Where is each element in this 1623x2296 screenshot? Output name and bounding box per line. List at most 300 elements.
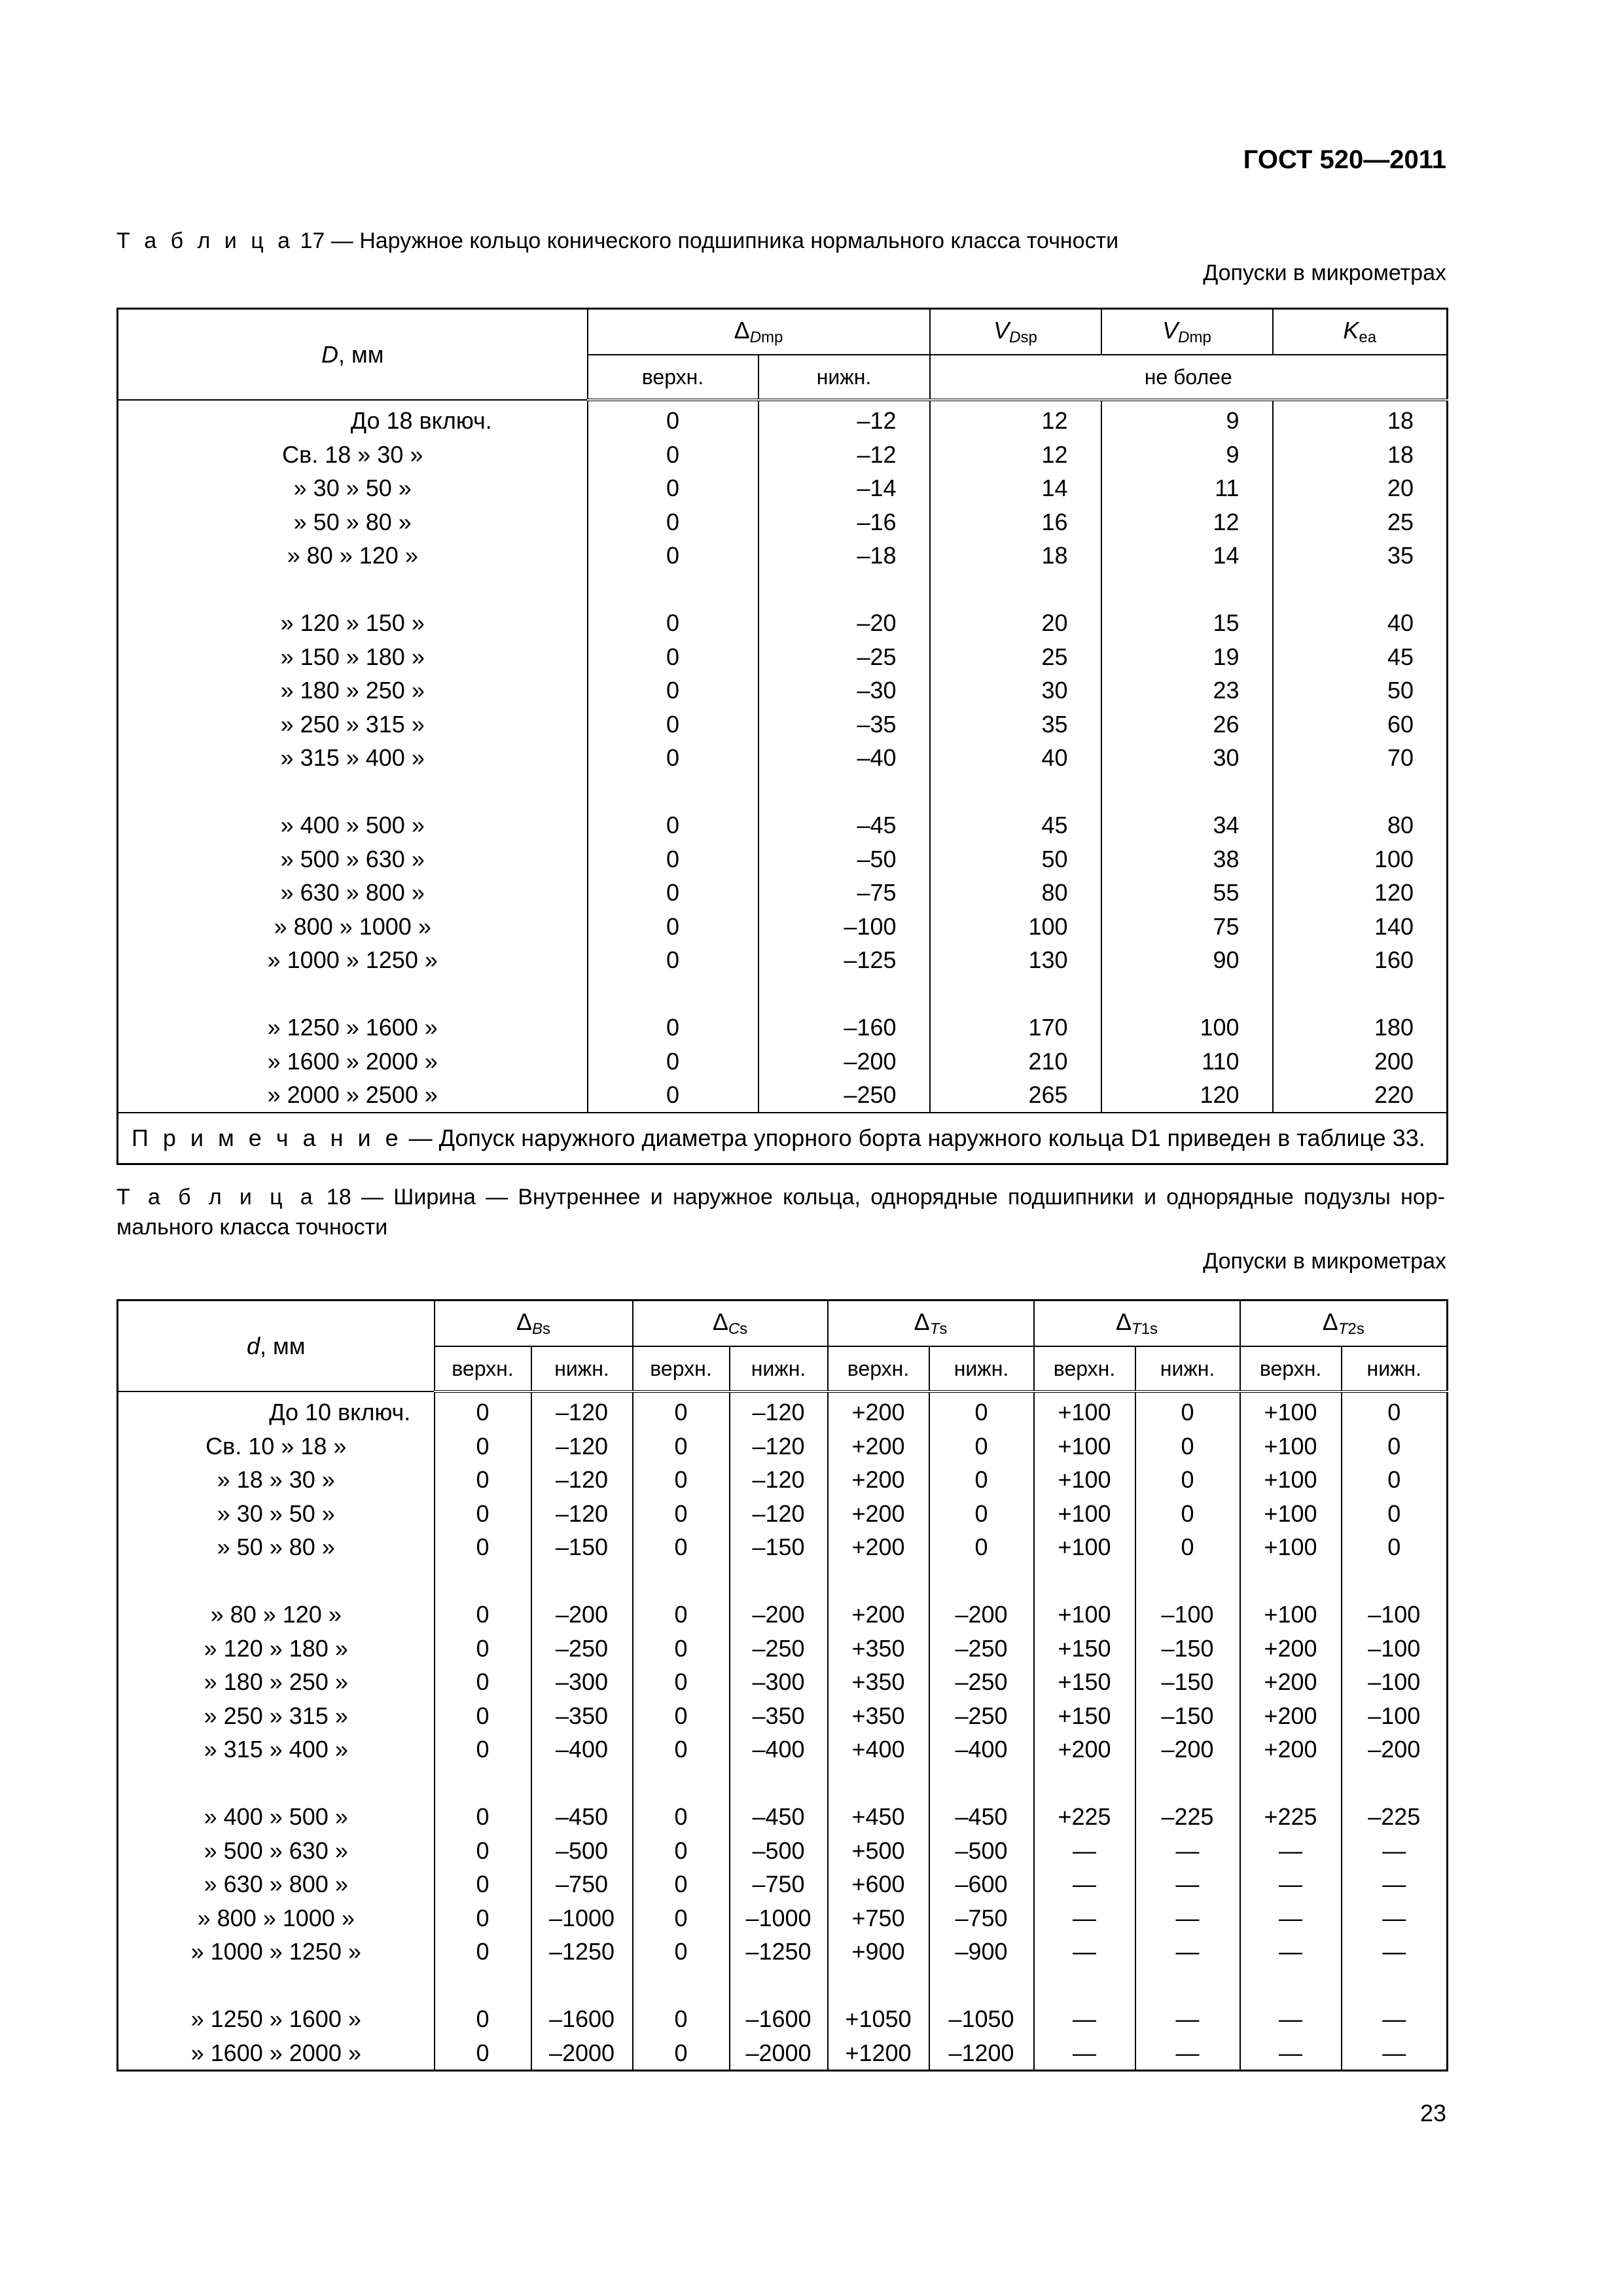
cs-upper-cell: 0 <box>633 1632 730 1666</box>
t2s-upper-cell: +100 <box>1240 1463 1342 1497</box>
lower-cell: –160 <box>758 1011 930 1045</box>
upper-cell: 0 <box>588 471 758 505</box>
t1s-upper-cell: — <box>1034 1867 1135 1901</box>
table-cell <box>828 1969 929 2003</box>
table-cell <box>1135 1767 1240 1801</box>
range-cell: » 120 » 180 » <box>118 1632 435 1666</box>
vdsp-cell: 25 <box>930 640 1101 674</box>
table17-caption-text: 17 — Наружное кольцо конического подшипника нормального класса точности <box>294 228 1119 253</box>
upper-cell: 0 <box>588 640 758 674</box>
table-cell <box>1034 1767 1135 1801</box>
vdsp-cell: 30 <box>930 673 1101 708</box>
t2s-lower-cell: –100 <box>1342 1699 1448 1733</box>
vdsp-cell: 16 <box>930 505 1101 539</box>
t18-header-lower: нижн. <box>730 1346 828 1391</box>
bs-upper-cell: 0 <box>435 1632 531 1666</box>
range-cell: » 1000 » 1250 » <box>118 943 588 977</box>
ts-lower-cell: 0 <box>929 1463 1034 1497</box>
cs-lower-cell: –1600 <box>730 2002 828 2036</box>
t2s-upper-cell: +200 <box>1240 1632 1342 1666</box>
range-cell: » 500 » 630 » <box>118 1834 435 1868</box>
upper-cell: 0 <box>588 539 758 573</box>
lower-cell: –12 <box>758 400 930 438</box>
vdsp-cell: 20 <box>930 606 1101 640</box>
t1s-lower-cell: 0 <box>1135 1530 1240 1564</box>
range-cell: » 1600 » 2000 » <box>118 2036 435 2071</box>
bs-upper-cell: 0 <box>435 1598 531 1632</box>
t2s-upper-cell: — <box>1240 1867 1342 1901</box>
t18-header-upper: верхн. <box>1240 1346 1342 1391</box>
table17-caption-prefix: Т а б л и ц а <box>116 228 294 253</box>
ts-upper-cell: +900 <box>828 1935 929 1969</box>
t18-header-upper: верхн. <box>435 1346 531 1391</box>
upper-cell: 0 <box>588 1045 758 1079</box>
table-cell <box>1240 1969 1342 2003</box>
upper-cell: 0 <box>588 505 758 539</box>
cs-upper-cell: 0 <box>633 1800 730 1834</box>
ts-lower-cell: –900 <box>929 1935 1034 1969</box>
cs-lower-cell: –450 <box>730 1800 828 1834</box>
cs-upper-cell: 0 <box>633 1463 730 1497</box>
table-row <box>118 1429 1448 1463</box>
cs-lower-cell: –120 <box>730 1463 828 1497</box>
t18-header-bs: $\Delta_{Bs}$ <box>435 1300 633 1347</box>
bs-lower-cell: –1000 <box>531 1901 633 1935</box>
range-cell: » 1250 » 1600 » <box>118 1011 588 1045</box>
table-cell <box>758 775 930 809</box>
lower-cell: –35 <box>758 708 930 742</box>
range-cell: » 630 » 800 » <box>118 1867 435 1901</box>
kea-cell: 80 <box>1273 808 1448 842</box>
kea-cell: 45 <box>1273 640 1448 674</box>
cs-lower-cell: –400 <box>730 1732 828 1767</box>
cs-upper-cell: 0 <box>633 1901 730 1935</box>
bs-upper-cell: 0 <box>435 1834 531 1868</box>
ts-lower-cell: 0 <box>929 1429 1034 1463</box>
range-cell: » 315 » 400 » <box>118 1732 435 1767</box>
range-cell: » 50 » 80 » <box>118 1530 435 1564</box>
t1s-upper-cell: +200 <box>1034 1732 1135 1767</box>
t1s-upper-cell: +100 <box>1034 1429 1135 1463</box>
range-cell: Св. 10 » 18 » <box>118 1429 435 1463</box>
cs-upper-cell: 0 <box>633 1834 730 1868</box>
t17-header-upper: верхн. <box>588 355 758 400</box>
t17-header-lower: нижн. <box>758 355 930 400</box>
range-cell: » 1600 » 2000 » <box>118 1045 588 1079</box>
range-cell: » 630 » 800 » <box>118 876 588 910</box>
table-row <box>118 1463 1448 1497</box>
table-row <box>118 943 1448 977</box>
t18-header-t2s: $\Delta_{T2s}$ <box>1240 1300 1448 1347</box>
bs-upper-cell: 0 <box>435 1391 531 1429</box>
kea-cell: 70 <box>1273 741 1448 775</box>
bs-lower-cell: –450 <box>531 1800 633 1834</box>
kea-cell: 180 <box>1273 1011 1448 1045</box>
t17-header-vdsp: $V_{Dsp}$ <box>930 309 1101 355</box>
bs-upper-cell: 0 <box>435 1429 531 1463</box>
t17-header-delta-dmp: $\Delta_{Dmp}$ <box>588 309 930 355</box>
cs-lower-cell: –250 <box>730 1632 828 1666</box>
t1s-upper-cell: +100 <box>1034 1497 1135 1531</box>
table-cell <box>1342 1564 1448 1598</box>
range-cell: До 10 включ. <box>118 1391 435 1429</box>
table-spacer-row <box>118 1969 1448 2003</box>
t18-header-cs: $\Delta_{Cs}$ <box>633 1300 828 1347</box>
table-row <box>118 1078 1448 1113</box>
t18-header-lower: нижн. <box>531 1346 633 1391</box>
table-cell <box>730 1969 828 2003</box>
t1s-lower-cell: — <box>1135 2002 1240 2036</box>
range-cell: » 1250 » 1600 » <box>118 2002 435 2036</box>
vdmp-cell: 11 <box>1101 471 1273 505</box>
range-cell: » 800 » 1000 » <box>118 910 588 944</box>
table-spacer-row <box>118 1767 1448 1801</box>
t18-header-upper: верхн. <box>633 1346 730 1391</box>
ts-upper-cell: +200 <box>828 1598 929 1632</box>
table-row <box>118 1901 1448 1935</box>
lower-cell: –12 <box>758 438 930 472</box>
table-cell <box>1273 977 1448 1011</box>
range-cell: Св. 18 » 30 » <box>118 438 588 472</box>
t1s-upper-cell: +150 <box>1034 1699 1135 1733</box>
range-cell: » 180 » 250 » <box>118 673 588 708</box>
kea-cell: 25 <box>1273 505 1448 539</box>
table-cell <box>588 573 758 607</box>
ts-upper-cell: +200 <box>828 1391 929 1429</box>
table-cell <box>930 775 1101 809</box>
upper-cell: 0 <box>588 606 758 640</box>
bs-upper-cell: 0 <box>435 1935 531 1969</box>
range-cell: » 80 » 120 » <box>118 1598 435 1632</box>
lower-cell: –25 <box>758 640 930 674</box>
vdsp-cell: 45 <box>930 808 1101 842</box>
upper-cell: 0 <box>588 876 758 910</box>
bs-upper-cell: 0 <box>435 1800 531 1834</box>
table-cell <box>1101 573 1273 607</box>
range-cell: » 1000 » 1250 » <box>118 1935 435 1969</box>
cs-lower-cell: –200 <box>730 1598 828 1632</box>
ts-lower-cell: –450 <box>929 1800 1034 1834</box>
table-cell <box>118 1969 435 2003</box>
lower-cell: –18 <box>758 539 930 573</box>
range-cell: » 250 » 315 » <box>118 708 588 742</box>
kea-cell: 120 <box>1273 876 1448 910</box>
kea-cell: 160 <box>1273 943 1448 977</box>
t2s-upper-cell: +200 <box>1240 1732 1342 1767</box>
ts-upper-cell: +1200 <box>828 2036 929 2071</box>
vdmp-cell: 19 <box>1101 640 1273 674</box>
table-cell <box>1135 1969 1240 2003</box>
table-row <box>118 1497 1448 1531</box>
vdmp-cell: 110 <box>1101 1045 1273 1079</box>
vdmp-cell: 90 <box>1101 943 1273 977</box>
t1s-lower-cell: 0 <box>1135 1391 1240 1429</box>
page-number: 23 <box>1419 2100 1446 2126</box>
vdmp-cell: 38 <box>1101 842 1273 876</box>
t18-header-lower: нижн. <box>1135 1346 1240 1391</box>
table-cell <box>118 1564 435 1598</box>
table-cell <box>758 977 930 1011</box>
table-cell <box>588 775 758 809</box>
kea-cell: 18 <box>1273 400 1448 438</box>
table-row <box>118 1834 1448 1868</box>
t1s-upper-cell: +100 <box>1034 1530 1135 1564</box>
kea-cell: 50 <box>1273 673 1448 708</box>
kea-cell: 140 <box>1273 910 1448 944</box>
bs-lower-cell: –750 <box>531 1867 633 1901</box>
t2s-upper-cell: +100 <box>1240 1391 1342 1429</box>
table18-caption-text: 18 — Ширина — Внутреннее и наружное кольца, однорядные подшипники и однорядные подузлы нор-мального класса точности <box>116 1185 1445 1240</box>
t2s-lower-cell: –100 <box>1342 1598 1448 1632</box>
table-row <box>118 1530 1448 1564</box>
cs-upper-cell: 0 <box>633 1530 730 1564</box>
bs-upper-cell: 0 <box>435 1901 531 1935</box>
table-row <box>118 1391 1448 1429</box>
ts-upper-cell: +350 <box>828 1632 929 1666</box>
table-cell <box>531 1969 633 2003</box>
ts-lower-cell: –500 <box>929 1834 1034 1868</box>
vdmp-cell: 15 <box>1101 606 1273 640</box>
table-cell <box>730 1767 828 1801</box>
bs-lower-cell: –1600 <box>531 2002 633 2036</box>
bs-upper-cell: 0 <box>435 1699 531 1733</box>
t1s-lower-cell: –200 <box>1135 1732 1240 1767</box>
table-row <box>118 1699 1448 1733</box>
upper-cell: 0 <box>588 943 758 977</box>
vdmp-cell: 100 <box>1101 1011 1273 1045</box>
table-cell <box>828 1767 929 1801</box>
lower-cell: –20 <box>758 606 930 640</box>
table-cell <box>633 1969 730 2003</box>
table-cell <box>1101 977 1273 1011</box>
upper-cell: 0 <box>588 1078 758 1113</box>
cs-lower-cell: –500 <box>730 1834 828 1868</box>
t2s-lower-cell: — <box>1342 2036 1448 2071</box>
cs-lower-cell: –120 <box>730 1429 828 1463</box>
t17-note <box>118 1113 1448 1164</box>
range-cell: » 120 » 150 » <box>118 606 588 640</box>
table-row <box>118 640 1448 674</box>
bs-upper-cell: 0 <box>435 2002 531 2036</box>
bs-lower-cell: –300 <box>531 1665 633 1699</box>
range-cell: » 800 » 1000 » <box>118 1901 435 1935</box>
t1s-upper-cell: +225 <box>1034 1800 1135 1834</box>
table-cell <box>531 1767 633 1801</box>
t2s-lower-cell: 0 <box>1342 1429 1448 1463</box>
t17-header-max: не более <box>930 355 1448 400</box>
table-spacer-row <box>118 573 1448 607</box>
lower-cell: –40 <box>758 741 930 775</box>
cs-upper-cell: 0 <box>633 1598 730 1632</box>
t1s-upper-cell: — <box>1034 1901 1135 1935</box>
lower-cell: –50 <box>758 842 930 876</box>
t18-header-upper: верхн. <box>1034 1346 1135 1391</box>
table-cell <box>588 977 758 1011</box>
table-row <box>118 2002 1448 2036</box>
lower-cell: –250 <box>758 1078 930 1113</box>
table-row <box>118 1632 1448 1666</box>
table-row <box>118 673 1448 708</box>
t1s-upper-cell: — <box>1034 1834 1135 1868</box>
ts-upper-cell: +200 <box>828 1429 929 1463</box>
ts-upper-cell: +750 <box>828 1901 929 1935</box>
t2s-lower-cell: 0 <box>1342 1391 1448 1429</box>
range-cell: » 400 » 500 » <box>118 1800 435 1834</box>
t1s-lower-cell: –100 <box>1135 1598 1240 1632</box>
table-row <box>118 1935 1448 1969</box>
table-row <box>118 471 1448 505</box>
range-cell: » 80 » 120 » <box>118 539 588 573</box>
t1s-upper-cell: +150 <box>1034 1665 1135 1699</box>
table-cell <box>1342 1767 1448 1801</box>
kea-cell: 35 <box>1273 539 1448 573</box>
vdsp-cell: 100 <box>930 910 1101 944</box>
upper-cell: 0 <box>588 673 758 708</box>
ts-lower-cell: –250 <box>929 1665 1034 1699</box>
table-cell <box>118 573 588 607</box>
upper-cell: 0 <box>588 910 758 944</box>
t1s-upper-cell: +100 <box>1034 1598 1135 1632</box>
table-row <box>118 910 1448 944</box>
ts-upper-cell: +200 <box>828 1530 929 1564</box>
cs-lower-cell: –350 <box>730 1699 828 1733</box>
vdsp-cell: 12 <box>930 400 1101 438</box>
table-row <box>118 842 1448 876</box>
t1s-lower-cell: — <box>1135 1834 1240 1868</box>
t2s-lower-cell: 0 <box>1342 1463 1448 1497</box>
table-row <box>118 808 1448 842</box>
lower-cell: –100 <box>758 910 930 944</box>
ts-lower-cell: 0 <box>929 1530 1034 1564</box>
t18-header-t1s: $\Delta_{T1s}$ <box>1034 1300 1240 1347</box>
cs-lower-cell: –2000 <box>730 2036 828 2071</box>
upper-cell: 0 <box>588 808 758 842</box>
ts-upper-cell: +350 <box>828 1665 929 1699</box>
table-cell <box>1135 1564 1240 1598</box>
kea-cell: 18 <box>1273 438 1448 472</box>
t2s-lower-cell: — <box>1342 1867 1448 1901</box>
table-row <box>118 2036 1448 2071</box>
table-cell <box>118 775 588 809</box>
t2s-upper-cell: +200 <box>1240 1665 1342 1699</box>
t18-header-d: d, мм <box>118 1300 435 1392</box>
table17 <box>116 308 1448 1165</box>
bs-lower-cell: –150 <box>531 1530 633 1564</box>
cs-lower-cell: –120 <box>730 1391 828 1429</box>
cs-upper-cell: 0 <box>633 1665 730 1699</box>
ts-upper-cell: +450 <box>828 1800 929 1834</box>
range-cell: » 50 » 80 » <box>118 505 588 539</box>
cs-upper-cell: 0 <box>633 1732 730 1767</box>
table-cell <box>758 573 930 607</box>
t1s-lower-cell: –150 <box>1135 1632 1240 1666</box>
table-row <box>118 1665 1448 1699</box>
kea-cell: 60 <box>1273 708 1448 742</box>
vdsp-cell: 80 <box>930 876 1101 910</box>
range-cell: » 500 » 630 » <box>118 842 588 876</box>
t1s-lower-cell: –225 <box>1135 1800 1240 1834</box>
ts-lower-cell: –750 <box>929 1901 1034 1935</box>
table-cell <box>118 977 588 1011</box>
table18-caption-prefix: Т а б л и ц а <box>116 1185 317 1210</box>
t1s-upper-cell: +100 <box>1034 1391 1135 1429</box>
bs-lower-cell: –200 <box>531 1598 633 1632</box>
table18-caption <box>116 1182 1445 1242</box>
t17-note-text: — Допуск наружного диаметра упорного борта наружного кольца D1 приведен в таблице 33. <box>402 1124 1425 1151</box>
table-row <box>118 708 1448 742</box>
t18-header-ts: $\Delta_{Ts}$ <box>828 1300 1034 1347</box>
t17-header-d: D, мм <box>118 309 588 401</box>
vdsp-cell: 18 <box>930 539 1101 573</box>
vdmp-cell: 75 <box>1101 910 1273 944</box>
t2s-upper-cell: — <box>1240 2002 1342 2036</box>
ts-lower-cell: 0 <box>929 1497 1034 1531</box>
range-cell: » 315 » 400 » <box>118 741 588 775</box>
upper-cell: 0 <box>588 741 758 775</box>
vdsp-cell: 40 <box>930 741 1101 775</box>
table-cell <box>1101 775 1273 809</box>
vdsp-cell: 50 <box>930 842 1101 876</box>
upper-cell: 0 <box>588 842 758 876</box>
ts-lower-cell: –1200 <box>929 2036 1034 2071</box>
t1s-lower-cell: — <box>1135 1901 1240 1935</box>
t18-header-lower: нижн. <box>929 1346 1034 1391</box>
t2s-upper-cell: +100 <box>1240 1598 1342 1632</box>
vdmp-cell: 23 <box>1101 673 1273 708</box>
bs-upper-cell: 0 <box>435 1497 531 1531</box>
table-cell <box>435 1767 531 1801</box>
t2s-lower-cell: 0 <box>1342 1530 1448 1564</box>
cs-upper-cell: 0 <box>633 1497 730 1531</box>
t1s-lower-cell: 0 <box>1135 1497 1240 1531</box>
table-cell <box>531 1564 633 1598</box>
table-row <box>118 438 1448 472</box>
t17-header-vdmp: $V_{Dmp}$ <box>1101 309 1273 355</box>
cs-upper-cell: 0 <box>633 1391 730 1429</box>
ts-upper-cell: +200 <box>828 1463 929 1497</box>
table-cell <box>730 1564 828 1598</box>
upper-cell: 0 <box>588 400 758 438</box>
cs-upper-cell: 0 <box>633 1429 730 1463</box>
vdmp-cell: 120 <box>1101 1078 1273 1113</box>
table-row <box>118 741 1448 775</box>
t1s-upper-cell: — <box>1034 2036 1135 2071</box>
bs-upper-cell: 0 <box>435 1463 531 1497</box>
ts-lower-cell: –600 <box>929 1867 1034 1901</box>
cs-lower-cell: –1000 <box>730 1901 828 1935</box>
vdmp-cell: 9 <box>1101 438 1273 472</box>
vdmp-cell: 55 <box>1101 876 1273 910</box>
cs-lower-cell: –120 <box>730 1497 828 1531</box>
bs-upper-cell: 0 <box>435 2036 531 2071</box>
t2s-upper-cell: — <box>1240 1834 1342 1868</box>
table-row <box>118 1045 1448 1079</box>
table-spacer-row <box>118 977 1448 1011</box>
t2s-lower-cell: — <box>1342 1901 1448 1935</box>
table-cell <box>929 1969 1034 2003</box>
vdmp-cell: 30 <box>1101 741 1273 775</box>
table-spacer-row <box>118 775 1448 809</box>
table-cell <box>1240 1564 1342 1598</box>
ts-upper-cell: +200 <box>828 1497 929 1531</box>
lower-cell: –125 <box>758 943 930 977</box>
ts-lower-cell: –250 <box>929 1699 1034 1733</box>
cs-upper-cell: 0 <box>633 1699 730 1733</box>
t1s-lower-cell: — <box>1135 1935 1240 1969</box>
table-cell <box>633 1767 730 1801</box>
table-row <box>118 400 1448 438</box>
t1s-upper-cell: +150 <box>1034 1632 1135 1666</box>
